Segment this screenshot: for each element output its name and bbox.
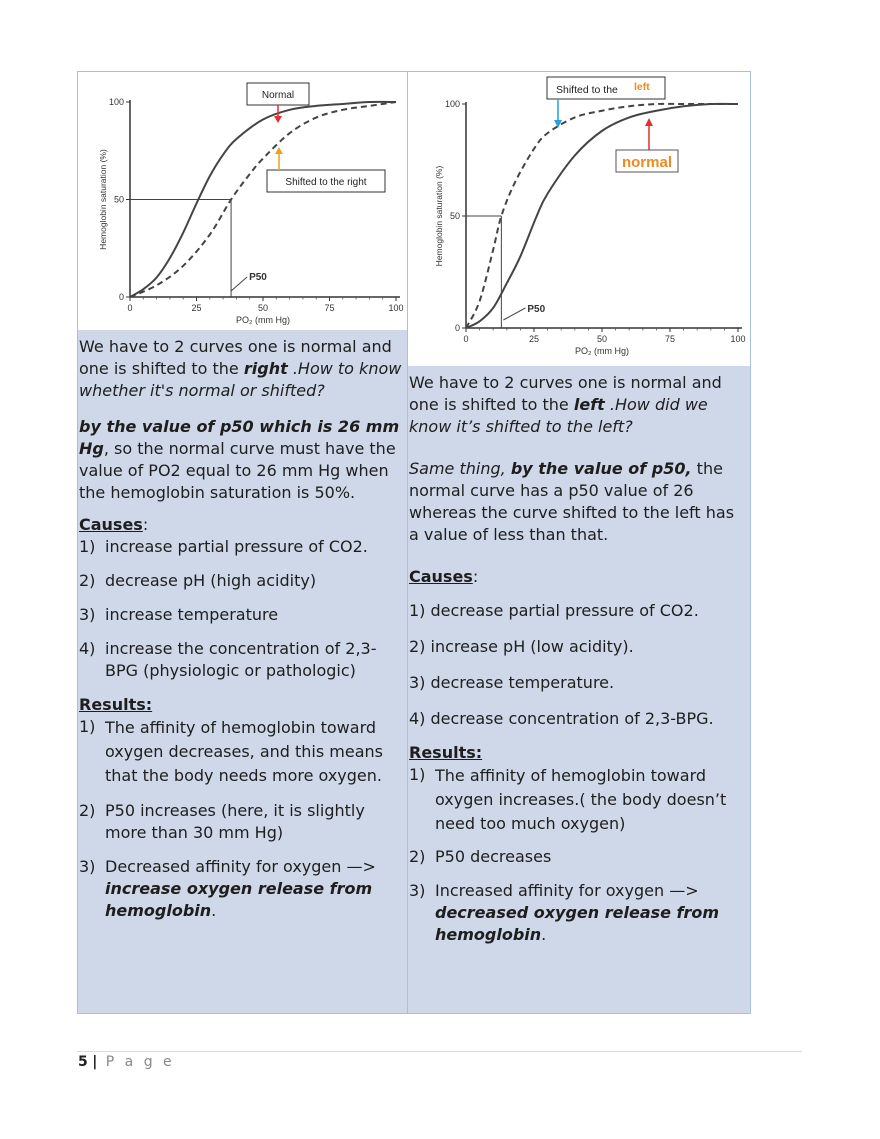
page-number: 5 [78,1054,88,1070]
normal-arrow-head [645,118,653,126]
x-tick-label: 75 [664,334,676,344]
normal-curve [466,104,738,328]
comparison-table [77,71,751,1014]
cause-item: 1) decrease partial pressure of CO2. [409,601,699,620]
left-shift-chart-figure [408,72,750,366]
x-tick-label: 25 [191,303,202,313]
x-tick-label: 100 [730,334,746,344]
x-tick-label: 50 [596,334,608,344]
shifted-curve [466,104,738,328]
p50-leader-line [231,277,247,291]
cause-item: 3) decrease temperature. [409,673,615,692]
results-list [409,764,746,946]
causes-heading: Causes: [409,567,479,586]
list-item: 4) increase the concentration of 2,3-BPG (physiologic or pathologic) [79,639,377,680]
left-shift-chart [408,72,750,366]
right-shift-answer: by the value of p50 which is 26 mm Hg, so the normal curve must have the value of PO2 equal to 26 mm Hg when the hemoglobin saturation is 50%. [79,417,400,502]
y-axis-label: Hemoglobin saturation (%) [434,165,444,267]
causes-list [79,536,405,682]
left-shift-column [408,72,750,1013]
shifted-arrow-head [275,147,283,154]
p50-leader-line [503,308,525,320]
y-tick-label: 50 [449,211,460,221]
cause-item: 2) increase pH (low acidity). [409,637,634,656]
y-tick-label: 100 [444,99,460,109]
y-tick-label: 100 [108,97,124,107]
left-shift-intro: We have to 2 curves one is normal and one is shifted to the left .How did we know it’s shifted to the left? [409,373,722,436]
cause-item: 4) decrease concentration of 2,3-BPG. [409,709,714,728]
list-item: 3) Increased affinity for oxygen —> decreased oxygen release from hemoglobin. [409,881,720,944]
left-shift-answer: Same thing, by the value of p50, the normal curve has a p50 value of 26 whereas the curve shifted to the left has a value of less than that. [409,459,735,544]
y-tick-label: 0 [454,323,460,333]
list-item: 1) The affinity of hemoglobin toward oxygen decreases, and this means that the body needs more oxygen. [79,717,383,785]
right-shift-text [78,336,407,922]
x-axis-label: PO₂ (mm Hg) [575,346,629,356]
list-item: 2) P50 increases (here, it is slightly more than 30 mm Hg) [79,801,365,842]
right-shift-chart-figure [78,72,407,330]
normal-callout-label: normal [621,154,673,171]
list-item: 3) Decreased affinity for oxygen —> increase oxygen release from hemoglobin. [79,857,376,920]
y-tick-label: 50 [113,194,124,205]
list-item: 3) increase temperature [79,605,279,624]
results-heading: Results: [409,743,483,762]
left-callout-label: Shifted to the [556,84,618,96]
y-axis-label: Hemoglobin saturation (%) [98,149,108,250]
x-tick-label: 0 [127,303,133,313]
x-axis-label: PO₂ (mm Hg) [236,315,290,325]
x-tick-label: 25 [528,334,540,344]
right-shift-intro: We have to 2 curves one is normal and one is shifted to the right .How to know whether it's normal or shifted? [79,337,402,400]
p50-label: P50 [249,272,267,283]
normal-arrow-head [274,116,282,123]
page-footer [78,1054,175,1070]
normal-callout-label: Normal [261,90,295,101]
footer-divider [77,1051,802,1052]
right-shift-chart [78,72,406,330]
page-word: P a g e [105,1054,175,1070]
list-item: 2) decrease pH (high acidity) [79,571,317,590]
y-tick-label: 0 [118,292,124,302]
x-tick-label: 100 [388,303,404,313]
footer-separator: | [92,1054,98,1070]
results-heading: Results: [79,695,153,714]
x-tick-label: 75 [324,303,335,313]
left-callout-word: left [634,81,650,93]
shifted-callout-label: Shifted to the right [285,177,367,188]
left-shift-text [408,372,750,946]
list-item: 2) P50 decreases [409,847,552,866]
list-item: 1) The affinity of hemoglobin toward oxygen increases.( the body doesn’t need too much oxygen) [409,765,727,833]
p50-label: P50 [527,304,546,315]
x-tick-label: 50 [257,303,269,313]
list-item: 1) increase partial pressure of CO2. [79,537,368,556]
causes-heading: Causes: [79,515,149,534]
right-shift-column [78,72,408,1013]
results-list [79,716,405,922]
x-tick-label: 0 [463,334,469,344]
